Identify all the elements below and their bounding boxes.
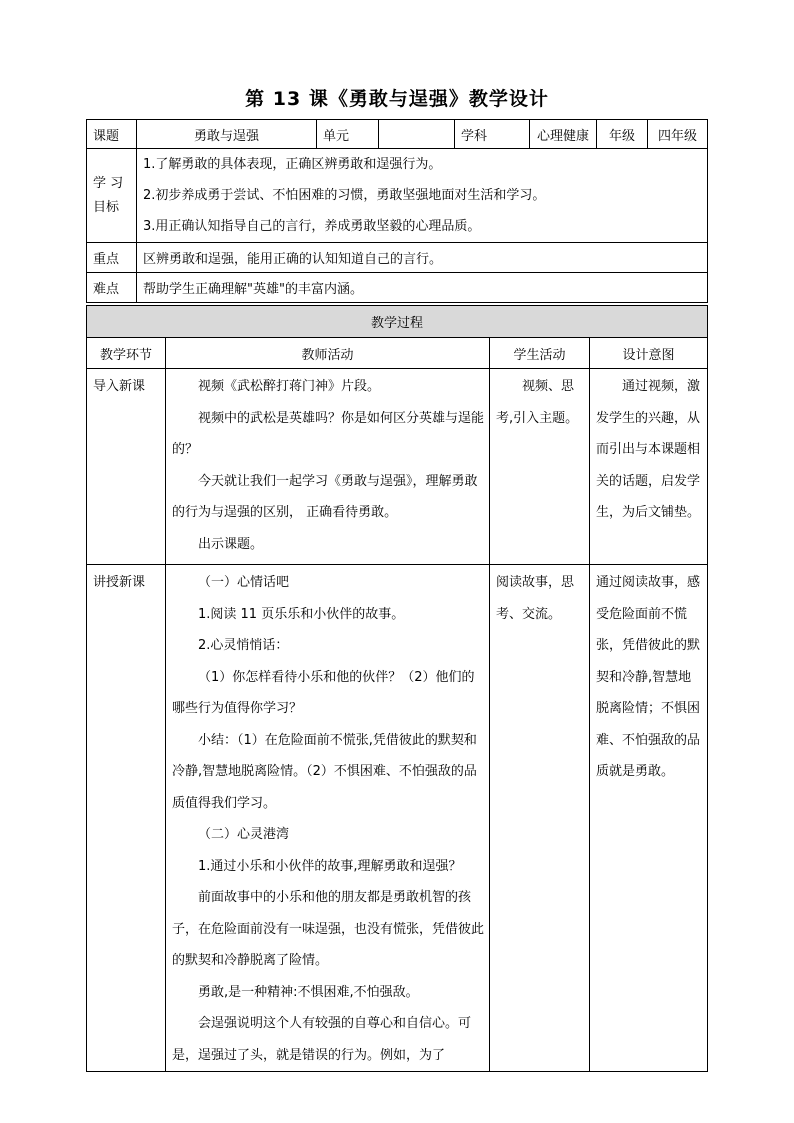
subject-value: 心理健康 [530, 120, 597, 149]
column-header-student: 学生活动 [490, 338, 590, 369]
teacher-activity-cell [166, 565, 490, 1072]
design-intent-cell [590, 565, 708, 1072]
intent-text: 通过视频，激发学生的兴趣，从而引出与本课题相关的话题，启发学生，为后文铺垫。 [596, 379, 701, 520]
subject-label: 学科 [455, 120, 530, 149]
student-text: 视频、思考,引入主题。 [496, 379, 579, 426]
column-header-teacher: 教师活动 [166, 338, 490, 369]
teacher-line: 会逞强说明这个人有较强的自尊心和自信心。可是，逞强过了头，就是错误的行为。例如，为了 [172, 1016, 472, 1063]
student-activity-cell [490, 369, 590, 565]
key-point-label: 重点 [87, 243, 137, 273]
lesson-info-table [86, 119, 708, 303]
objective-item: 3.用正确认知指导自己的言行，养成勇敢坚毅的心理品质。 [143, 219, 481, 234]
column-header-intent: 设计意图 [590, 338, 708, 369]
difficulty-row [87, 273, 708, 303]
teacher-line: 视频中的武松是英雄吗？你是如何区分英雄与逞能的？ [172, 410, 485, 457]
grade-value: 四年级 [648, 120, 708, 149]
teacher-line: 1.通过小乐和小伙伴的故事,理解勇敢和逞强？ [198, 858, 462, 874]
stage-cell: 讲授新课 [87, 565, 166, 1072]
column-header-row [87, 338, 708, 369]
teacher-line: 视频《武松醉打蒋门神》片段。 [198, 379, 381, 394]
process-row-new-lesson [87, 565, 708, 1072]
grade-label: 年级 [597, 120, 648, 149]
student-text: 阅读故事，思考、交流。 [496, 575, 575, 622]
teacher-line: 今天就让我们一起学习《勇敢与逞强》，理解勇敢的行为与逞强的区别， 正确看待勇敢。 [172, 473, 478, 520]
objectives-list [137, 149, 708, 243]
teacher-line: 小结：（1）在危险面前不慌张,凭借彼此的默契和冷静,智慧地脱离险情。（2）不惧困难、不怕强敌的品质值得我们学习。 [172, 732, 477, 811]
teacher-activity-cell [166, 369, 490, 565]
intent-text: 通过阅读故事，感受危险面前不慌张，凭借彼此的默契和冷静,智慧地脱离险情；不惧困难、不怕强敌的品质就是勇敢。 [596, 575, 701, 779]
process-header-row [87, 306, 708, 338]
teacher-line: （1）你怎样看待小乐和他的伙伴？（2）他们的哪些行为值得你学习？ [172, 669, 475, 716]
teacher-line: 2.心灵悄悄话： [198, 638, 289, 653]
difficulty-label: 难点 [87, 273, 137, 303]
info-row [87, 120, 708, 149]
objective-item: 2.初步养成勇于尝试、不怕困难的习惯，勇敢坚强地面对生活和学习。 [143, 188, 546, 203]
key-point-row [87, 243, 708, 273]
objectives-label: 学 习 目标 [87, 149, 137, 243]
teacher-line: 勇敢,是一种精神:不惧困难,不怕强敌。 [198, 984, 419, 1000]
teacher-line: 出示课题。 [198, 536, 264, 552]
teacher-line: （二）心灵港湾 [198, 827, 290, 842]
document-title: 第 13 课《勇敢与逞强》教学设计 [245, 88, 549, 110]
teacher-line: 1.阅读 11 页乐乐和小伙伴的故事。 [198, 606, 405, 622]
teacher-line: （一）心情话吧 [198, 575, 290, 590]
objectives-row [87, 149, 708, 243]
key-point-value: 区辨勇敢和逞强，能用正确的认知知道自己的言行。 [137, 243, 708, 273]
unit-label: 单元 [317, 120, 379, 149]
student-activity-cell [490, 565, 590, 1072]
difficulty-value: 帮助学生正确理解"英雄"的丰富内涵。 [137, 273, 708, 303]
stage-cell: 导入新课 [87, 369, 166, 565]
teaching-process-table [86, 305, 708, 1072]
column-header-stage: 教学环节 [87, 338, 166, 369]
topic-value: 勇敢与逞强 [137, 120, 317, 149]
teacher-line: 前面故事中的小乐和他的朋友都是勇敢机智的孩子，在危险面前没有一味逞强，也没有慌张，凭借彼此的默契和冷静脱离了险情。 [172, 890, 485, 968]
process-header: 教学过程 [87, 306, 708, 338]
design-intent-cell [590, 369, 708, 565]
topic-label: 课题 [87, 120, 137, 149]
objective-item: 1.了解勇敢的具体表现，正确区辨勇敢和逞强行为。 [143, 157, 442, 172]
unit-value [379, 120, 455, 149]
process-row-intro [87, 369, 708, 565]
